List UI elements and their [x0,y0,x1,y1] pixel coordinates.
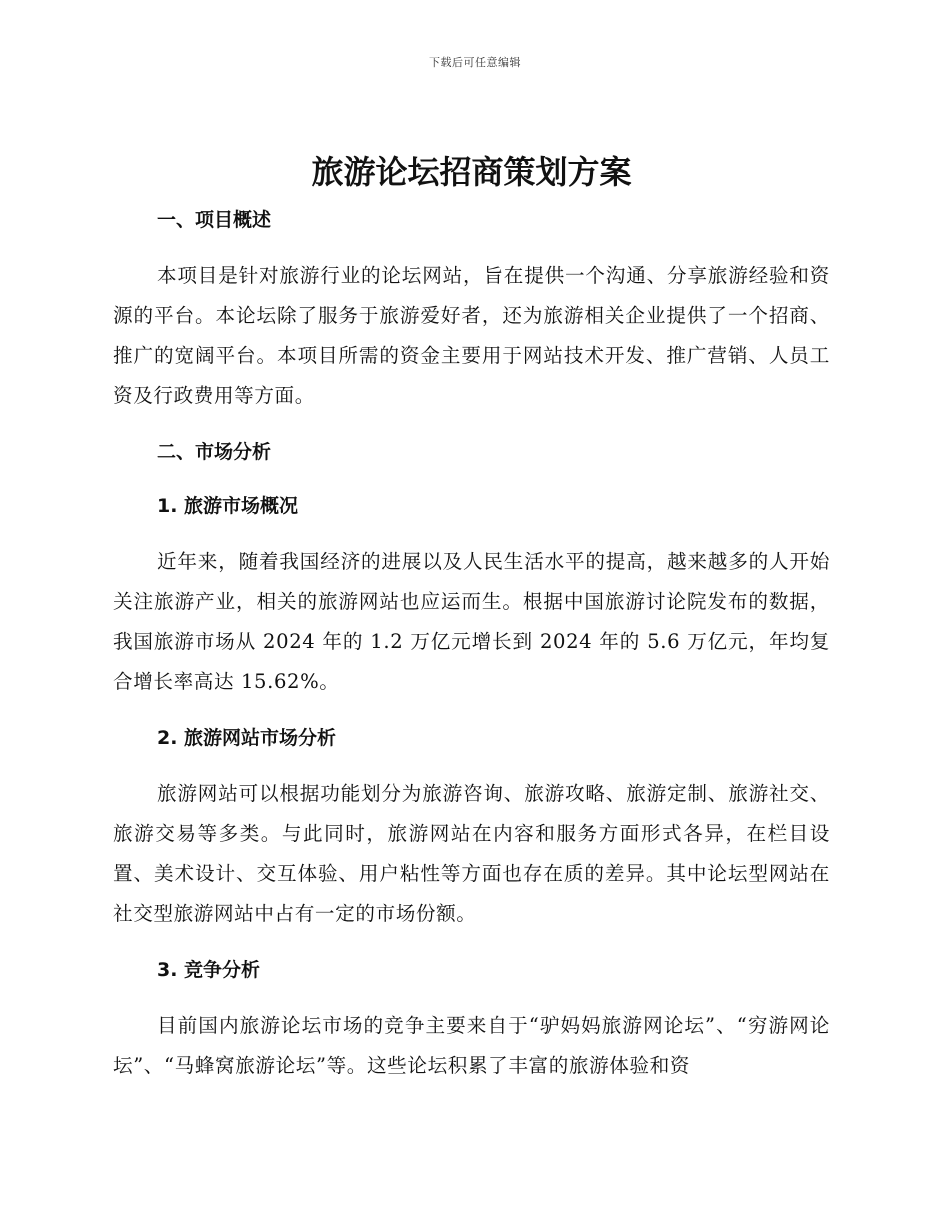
paragraph-overview: 本项目是针对旅游行业的论坛网站，旨在提供一个沟通、分享旅游经验和资源的平台。本论坛除了服务于旅游爱好者，还为旅游相关企业提供了一个招商、推广的宽阔平台。本项目所需的资金主要用于网站技术开发、推广营销、人员工资及行政费用等方面。 [113,264,830,407]
paragraph-competition: 目前国内旅游论坛市场的竞争主要来自于“驴妈妈旅游网论坛”、“穷游网论坛”、“马蜂窝旅游论坛”等。这些论坛积累了丰富的旅游体验和资 [113,1014,830,1077]
document-title: 旅游论坛招商策划方案 [311,153,632,191]
subsection-heading-website-market: 2. 旅游网站市场分析 [157,727,337,749]
header-note: 下载后可任意编辑 [429,56,521,69]
paragraph-website-market: 旅游网站可以根据功能划分为旅游咨询、旅游攻略、旅游定制、旅游社交、旅游交易等多类。与此同时，旅游网站在内容和服务方面形式各异，在栏目设置、美术设计、交互体验、用户粘性等方面也存在质的差异。其中论坛型网站在社交型旅游网站中占有一定的市场份额。 [113,782,830,925]
section-heading-market: 二、市场分析 [157,441,272,463]
document-body [113,150,830,1086]
subsection-heading-competition: 3. 竞争分析 [157,959,261,981]
paragraph-tourism-market: 近年来，随着我国经济的进展以及人民生活水平的提高，越来越多的人开始关注旅游产业，相关的旅游网站也应运而生。根据中国旅游讨论院发布的数据，我国旅游市场从 2024 年的 1.2 万亿元增长到 2024 年的 5.6 万亿元，年均复合增长率高达 15.62%。 [113,550,830,693]
section-heading-overview: 一、项目概述 [157,209,272,231]
subsection-heading-tourism-market: 1. 旅游市场概况 [157,495,299,517]
